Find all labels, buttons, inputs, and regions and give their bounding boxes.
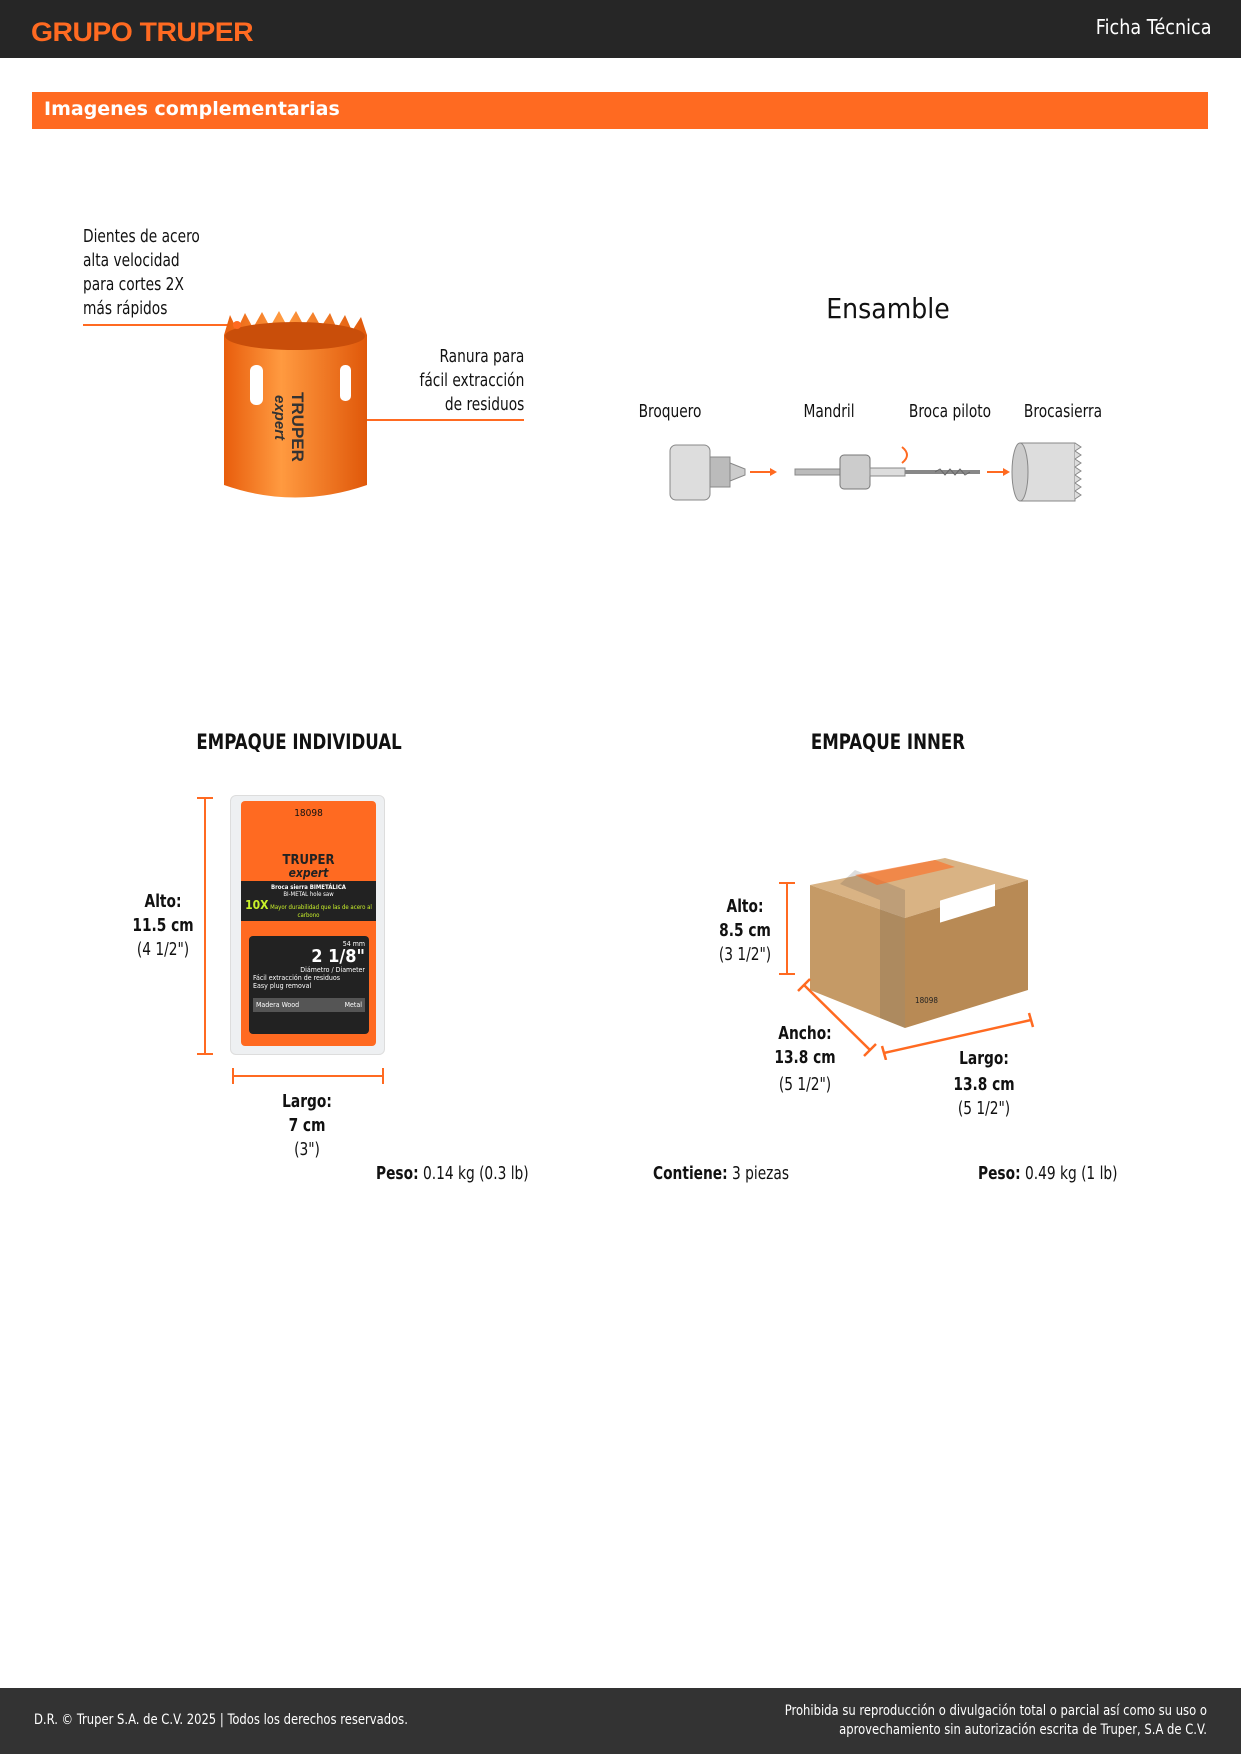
peso-value: 0.14 kg (0.3 lb) — [422, 1163, 529, 1184]
product-line-text: expert — [271, 395, 288, 441]
package-size: 2 1/8" — [311, 946, 365, 967]
package-badge: 10X — [245, 898, 269, 912]
dimension-tick — [197, 1053, 213, 1055]
box-code: 18098 — [915, 996, 938, 1005]
product-brand-text: TRUPER — [288, 392, 307, 462]
assembly-title: Ensamble — [826, 292, 950, 325]
header — [0, 0, 1241, 58]
largo-in: (5 1/2") — [957, 1098, 1011, 1119]
largo-cm: 13.8 cm — [953, 1074, 1015, 1095]
dimension-tick — [779, 973, 795, 975]
alto-label: Alto: — [144, 891, 182, 912]
dimension-tick — [232, 1068, 234, 1084]
part-label-broca-piloto: Broca piloto — [908, 401, 992, 422]
largo-in: (3") — [294, 1139, 320, 1160]
ancho-label: Ancho: — [778, 1023, 832, 1044]
package-brand: TRUPER — [282, 853, 335, 868]
footer — [0, 1688, 1241, 1754]
package-material: Metal — [344, 1001, 362, 1009]
individual-package-image — [230, 795, 385, 1055]
alto-in: (3 1/2") — [718, 944, 772, 965]
assembly-diagram — [665, 435, 1105, 510]
package-feature-en: Easy plug removal — [253, 982, 312, 990]
peso-label: Peso: — [978, 1163, 1021, 1184]
part-label-mandril: Mandril — [803, 401, 855, 422]
largo-label: Largo: — [959, 1048, 1009, 1069]
dimension-tick — [382, 1068, 384, 1084]
inner-weight — [978, 1162, 1118, 1186]
callout-line: de residuos — [444, 394, 524, 415]
inner-ancho — [763, 1022, 848, 1097]
pilot-bit-icon — [905, 469, 980, 475]
package-diameter: Diámetro / Diameter — [300, 966, 365, 974]
teeth-callout — [83, 225, 200, 321]
alto-cm: 8.5 cm — [719, 920, 771, 941]
inner-alto — [703, 895, 788, 967]
inner-contents — [653, 1162, 789, 1186]
package-desc-en: BI-METAL hole saw — [283, 891, 334, 898]
individual-alto — [121, 890, 206, 962]
callout-line: fácil extracción — [419, 370, 524, 391]
ancho-cm: 13.8 cm — [774, 1047, 836, 1068]
footer-legal-line: aprovechamiento sin autorización escrita de Truper, S.A de C.V. — [839, 1722, 1207, 1738]
alto-label: Alto: — [726, 896, 764, 917]
contiene-value: 3 piezas — [732, 1163, 790, 1184]
mandrel-icon — [795, 455, 905, 489]
footer-legal-line: Prohibida su reproducción o divulgación total o parcial así como su uso o — [784, 1703, 1207, 1719]
teeth-callout-line — [83, 324, 235, 326]
chuck-icon — [670, 445, 745, 500]
alto-cm: 11.5 cm — [132, 915, 194, 936]
package-mm: 54 mm — [342, 940, 365, 948]
package-line: expert — [288, 866, 329, 880]
package-desc: Broca sierra BIMETÁLICA — [271, 884, 346, 891]
document-type: Ficha Técnica — [1095, 15, 1211, 39]
grupo-truper-logo: GRUPO TRUPER — [31, 17, 254, 47]
callout-line: alta velocidad — [83, 250, 180, 271]
individual-largo — [265, 1090, 350, 1162]
individual-weight — [376, 1162, 529, 1186]
package-feature: Fácil extracción de residuos — [253, 974, 341, 982]
individual-package-title: EMPAQUE INDIVIDUAL — [196, 730, 402, 754]
package-badge-text: Mayor durabilidad que las de acero al carbono — [270, 904, 372, 919]
peso-value: 0.49 kg (1 lb) — [1024, 1163, 1118, 1184]
section-title: Imagenes complementarias — [32, 92, 1208, 129]
alto-in: (4 1/2") — [136, 939, 190, 960]
footer-legal — [785, 1702, 1207, 1740]
callout-line: para cortes 2X — [83, 274, 184, 295]
part-label-brocasierra: Brocasierra — [1023, 401, 1103, 422]
slot-callout — [419, 345, 524, 417]
peso-label: Peso: — [376, 1163, 419, 1184]
inner-largo — [942, 1047, 1027, 1121]
package-code: 18098 — [294, 808, 323, 819]
dimension-tick — [197, 797, 213, 799]
largo-label: Largo: — [282, 1091, 332, 1112]
dimension-tick — [779, 882, 795, 884]
contiene-label: Contiene: — [653, 1163, 728, 1184]
largo-cm: 7 cm — [288, 1115, 326, 1136]
inner-package-title: EMPAQUE INNER — [810, 730, 966, 754]
package-material: Madera Wood — [256, 1001, 300, 1009]
ancho-in: (5 1/2") — [778, 1074, 832, 1095]
part-label-broquero: Broquero — [638, 401, 702, 422]
hole-saw-icon — [1012, 443, 1081, 501]
callout-line: más rápidos — [83, 298, 168, 319]
callout-line: Dientes de acero — [83, 226, 200, 247]
footer-copyright: D.R. © Truper S.A. de C.V. 2025 | Todos los derechos reservados. — [34, 1712, 408, 1728]
callout-line: Ranura para — [439, 346, 524, 367]
largo-dimension-line — [232, 1075, 384, 1077]
slot-callout-line — [362, 419, 524, 421]
hole-saw-image — [215, 310, 385, 510]
